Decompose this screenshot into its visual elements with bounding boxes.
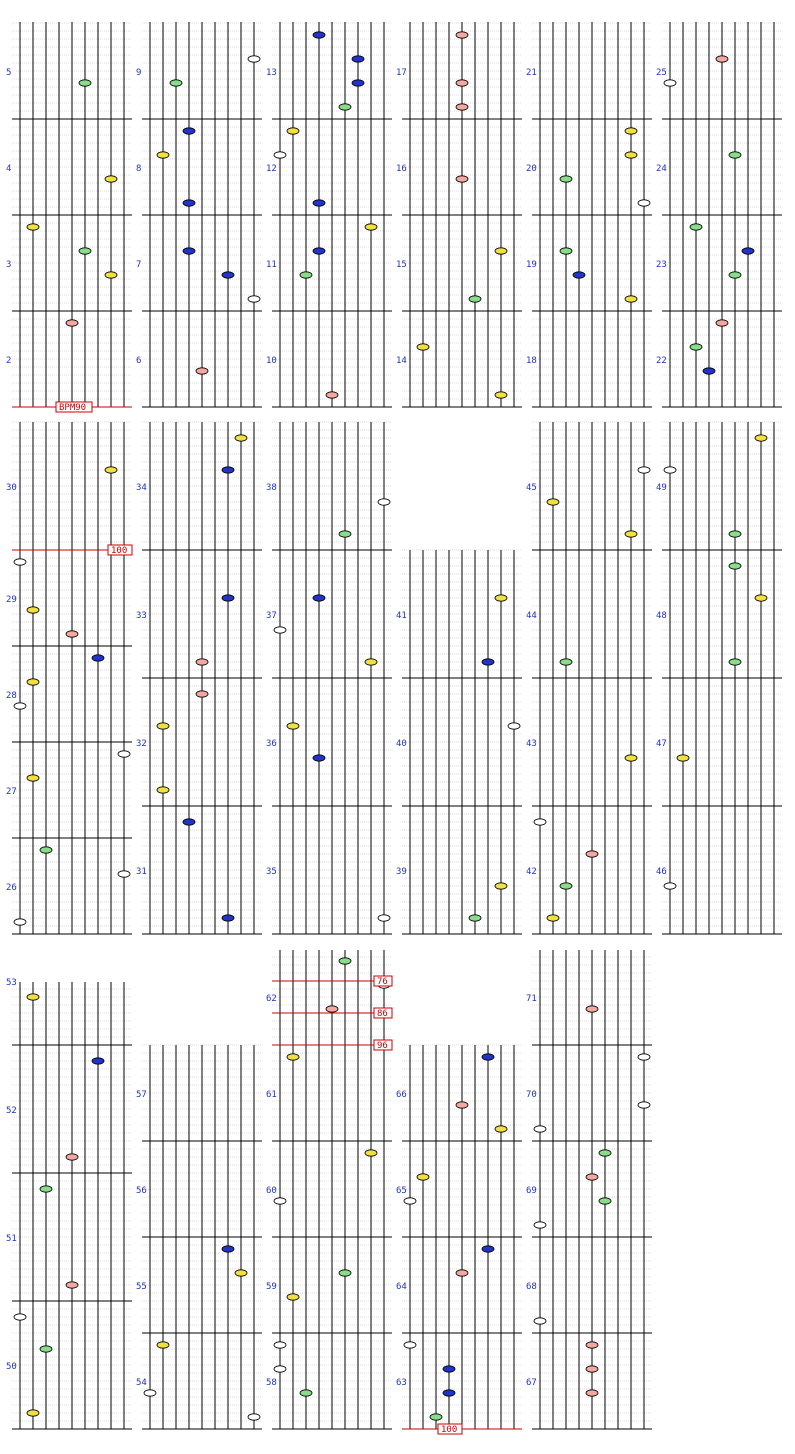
- note-green: [560, 176, 572, 182]
- measure-number: 43: [526, 739, 537, 749]
- note-white: [638, 1054, 650, 1060]
- note-yellow: [417, 1174, 429, 1180]
- measure-number: 51: [6, 1234, 17, 1244]
- bpm-label: BPM90: [59, 403, 87, 413]
- note-white: [248, 296, 260, 302]
- bpm-marker: [12, 402, 132, 413]
- note-yellow: [287, 723, 299, 729]
- note-pink: [456, 1270, 468, 1276]
- note-white: [144, 1390, 156, 1396]
- note-blue: [313, 248, 325, 254]
- measure-number: 2: [6, 356, 12, 366]
- measure-number: 54: [136, 1378, 147, 1388]
- measure-number: 6: [136, 356, 142, 366]
- measure-number: 44: [526, 611, 537, 621]
- measure-number: 25: [656, 68, 667, 78]
- note-blue: [92, 1058, 104, 1064]
- chart-column: [266, 422, 392, 934]
- note-green: [79, 248, 91, 254]
- measure-number: 63: [396, 1378, 407, 1388]
- note-yellow: [157, 152, 169, 158]
- note-white: [404, 1198, 416, 1204]
- note-white: [118, 871, 130, 877]
- note-yellow: [495, 248, 507, 254]
- note-yellow: [625, 128, 637, 134]
- measure-number: 59: [266, 1282, 277, 1292]
- chart-column: [396, 22, 522, 407]
- measure-number: 37: [266, 611, 277, 621]
- measure-number: 9: [136, 68, 142, 78]
- measure-number: 42: [526, 867, 537, 877]
- measure-number: 39: [396, 867, 407, 877]
- note-blue: [573, 272, 585, 278]
- measure-number: 41: [396, 611, 407, 621]
- note-yellow: [235, 435, 247, 441]
- measure-number: 57: [136, 1090, 147, 1100]
- note-yellow: [27, 1410, 39, 1416]
- note-yellow: [157, 723, 169, 729]
- note-pink: [586, 1006, 598, 1012]
- note-yellow: [365, 224, 377, 230]
- measure-number: 65: [396, 1186, 407, 1196]
- bpm-label: 100: [111, 546, 128, 556]
- note-blue: [92, 655, 104, 661]
- measure-number: 48: [656, 611, 667, 621]
- note-blue: [313, 32, 325, 38]
- note-blue: [222, 467, 234, 473]
- note-yellow: [105, 467, 117, 473]
- note-green: [339, 958, 351, 964]
- measure-number: 5: [6, 68, 12, 78]
- note-green: [79, 80, 91, 86]
- measure-number: 66: [396, 1090, 407, 1100]
- chart-column: [136, 1045, 262, 1429]
- measure-number: 35: [266, 867, 277, 877]
- note-white: [378, 915, 390, 921]
- note-pink: [456, 80, 468, 86]
- note-white: [118, 751, 130, 757]
- measure-number: 22: [656, 356, 667, 366]
- note-green: [300, 1390, 312, 1396]
- note-pink: [586, 1366, 598, 1372]
- measure-number: 18: [526, 356, 537, 366]
- note-yellow: [365, 659, 377, 665]
- note-blue: [183, 200, 195, 206]
- note-green: [40, 1186, 52, 1192]
- measure-number: 49: [656, 483, 667, 493]
- note-green: [729, 531, 741, 537]
- measure-number: 4: [6, 164, 12, 174]
- note-yellow: [157, 1342, 169, 1348]
- note-pink: [586, 1342, 598, 1348]
- measure-number: 70: [526, 1090, 537, 1100]
- chart-column: [656, 22, 782, 407]
- measure-number: 50: [6, 1362, 17, 1372]
- note-blue: [313, 200, 325, 206]
- note-pink: [456, 176, 468, 182]
- chart-column: [656, 422, 782, 934]
- measure-number: 14: [396, 356, 407, 366]
- note-white: [404, 1342, 416, 1348]
- note-green: [300, 272, 312, 278]
- note-white: [274, 1342, 286, 1348]
- note-green: [690, 224, 702, 230]
- chart-column: [396, 1045, 522, 1429]
- bpm-label: 76: [377, 977, 388, 987]
- note-yellow: [105, 272, 117, 278]
- note-yellow: [235, 1270, 247, 1276]
- measure-number: 7: [136, 260, 142, 270]
- note-yellow: [287, 1054, 299, 1060]
- note-yellow: [495, 595, 507, 601]
- note-green: [729, 659, 741, 665]
- note-pink: [66, 631, 78, 637]
- note-green: [599, 1198, 611, 1204]
- note-green: [430, 1414, 442, 1420]
- note-yellow: [547, 499, 559, 505]
- note-white: [534, 1126, 546, 1132]
- note-green: [560, 248, 572, 254]
- note-yellow: [495, 392, 507, 398]
- note-green: [339, 104, 351, 110]
- note-yellow: [625, 296, 637, 302]
- note-white: [14, 1314, 26, 1320]
- note-green: [339, 1270, 351, 1276]
- note-yellow: [287, 1294, 299, 1300]
- chart-column: [266, 950, 392, 1429]
- note-pink: [326, 392, 338, 398]
- bpm-label: 86: [377, 1009, 388, 1019]
- chart-column: [6, 22, 132, 407]
- note-green: [469, 296, 481, 302]
- note-pink: [196, 659, 208, 665]
- note-blue: [482, 1054, 494, 1060]
- note-yellow: [495, 1126, 507, 1132]
- note-yellow: [27, 224, 39, 230]
- note-green: [729, 563, 741, 569]
- measure-number: 19: [526, 260, 537, 270]
- note-pink: [586, 1390, 598, 1396]
- note-white: [664, 80, 676, 86]
- measure-number: 20: [526, 164, 537, 174]
- measure-number: 61: [266, 1090, 277, 1100]
- note-yellow: [105, 176, 117, 182]
- chart-column: [526, 950, 652, 1429]
- chart-column: [6, 422, 132, 934]
- note-green: [560, 883, 572, 889]
- note-green: [560, 659, 572, 665]
- note-pink: [66, 1282, 78, 1288]
- note-green: [599, 1150, 611, 1156]
- note-blue: [222, 915, 234, 921]
- note-white: [664, 467, 676, 473]
- measure-number: 24: [656, 164, 667, 174]
- measure-number: 11: [266, 260, 277, 270]
- measure-number: 34: [136, 483, 147, 493]
- note-green: [339, 531, 351, 537]
- note-white: [508, 723, 520, 729]
- note-white: [638, 467, 650, 473]
- note-green: [729, 272, 741, 278]
- note-white: [638, 1102, 650, 1108]
- note-white: [638, 200, 650, 206]
- note-white: [14, 703, 26, 709]
- measure-number: 38: [266, 483, 277, 493]
- note-yellow: [417, 344, 429, 350]
- note-white: [274, 1366, 286, 1372]
- note-pink: [66, 320, 78, 326]
- note-white: [14, 919, 26, 925]
- note-pink: [456, 1102, 468, 1108]
- chart-column: [396, 550, 522, 934]
- note-white: [248, 56, 260, 62]
- note-blue: [482, 1246, 494, 1252]
- note-blue: [313, 595, 325, 601]
- measure-number: 60: [266, 1186, 277, 1196]
- bpm-marker: [402, 1424, 522, 1435]
- note-yellow: [27, 607, 39, 613]
- measure-number: 58: [266, 1378, 277, 1388]
- note-green: [729, 152, 741, 158]
- note-yellow: [27, 775, 39, 781]
- note-green: [469, 915, 481, 921]
- measure-number: 69: [526, 1186, 537, 1196]
- measure-number: 16: [396, 164, 407, 174]
- note-blue: [183, 248, 195, 254]
- note-pink: [196, 368, 208, 374]
- measure-number: 40: [396, 739, 407, 749]
- note-white: [248, 1414, 260, 1420]
- measure-number: 55: [136, 1282, 147, 1292]
- note-pink: [716, 56, 728, 62]
- chart-column: [526, 22, 652, 407]
- note-yellow: [755, 595, 767, 601]
- note-yellow: [625, 152, 637, 158]
- measure-number: 45: [526, 483, 537, 493]
- note-blue: [443, 1390, 455, 1396]
- measure-number: 26: [6, 883, 17, 893]
- note-green: [690, 344, 702, 350]
- measure-number: 32: [136, 739, 147, 749]
- measure-number: 28: [6, 691, 17, 701]
- note-white: [274, 627, 286, 633]
- note-blue: [222, 595, 234, 601]
- note-blue: [352, 80, 364, 86]
- chart-column: [526, 422, 652, 934]
- note-blue: [313, 755, 325, 761]
- note-green: [40, 1346, 52, 1352]
- note-white: [274, 152, 286, 158]
- note-yellow: [27, 994, 39, 1000]
- note-pink: [716, 320, 728, 326]
- note-yellow: [625, 531, 637, 537]
- chart-column: [266, 22, 392, 407]
- note-blue: [482, 659, 494, 665]
- note-blue: [443, 1366, 455, 1372]
- note-blue: [703, 368, 715, 374]
- note-white: [534, 819, 546, 825]
- measure-number: 17: [396, 68, 407, 78]
- measure-number: 31: [136, 867, 147, 877]
- note-green: [170, 80, 182, 86]
- measure-number: 15: [396, 260, 407, 270]
- note-blue: [222, 272, 234, 278]
- note-pink: [586, 851, 598, 857]
- measure-number: 53: [6, 978, 17, 988]
- note-white: [534, 1318, 546, 1324]
- note-blue: [742, 248, 754, 254]
- note-blue: [183, 128, 195, 134]
- measure-number: 23: [656, 260, 667, 270]
- note-blue: [222, 1246, 234, 1252]
- measure-number: 10: [266, 356, 277, 366]
- note-yellow: [625, 755, 637, 761]
- bpm-label: 100: [441, 1425, 458, 1435]
- note-yellow: [365, 1150, 377, 1156]
- measure-number: 67: [526, 1378, 537, 1388]
- note-white: [664, 883, 676, 889]
- note-white: [14, 559, 26, 565]
- note-yellow: [755, 435, 767, 441]
- note-yellow: [677, 755, 689, 761]
- note-yellow: [27, 679, 39, 685]
- note-pink: [456, 32, 468, 38]
- measure-number: 13: [266, 68, 277, 78]
- measure-number: 62: [266, 994, 277, 1004]
- note-green: [40, 847, 52, 853]
- measure-number: 27: [6, 787, 17, 797]
- measure-number: 46: [656, 867, 667, 877]
- note-pink: [326, 1006, 338, 1012]
- measure-number: 29: [6, 595, 17, 605]
- measure-number: 33: [136, 611, 147, 621]
- note-white: [274, 1198, 286, 1204]
- measure-number: 64: [396, 1282, 407, 1292]
- measure-number: 30: [6, 483, 17, 493]
- measure-number: 8: [136, 164, 142, 174]
- chart-column: [136, 422, 262, 934]
- note-pink: [456, 104, 468, 110]
- note-yellow: [495, 883, 507, 889]
- note-pink: [66, 1154, 78, 1160]
- measure-number: 56: [136, 1186, 147, 1196]
- note-yellow: [157, 787, 169, 793]
- measure-number: 3: [6, 260, 12, 270]
- chart-column: [136, 22, 262, 407]
- note-yellow: [547, 915, 559, 921]
- note-blue: [183, 819, 195, 825]
- measure-number: 36: [266, 739, 277, 749]
- measure-number: 52: [6, 1106, 17, 1116]
- note-pink: [196, 691, 208, 697]
- note-yellow: [287, 128, 299, 134]
- measure-number: 47: [656, 739, 667, 749]
- measure-number: 68: [526, 1282, 537, 1292]
- measure-number: 71: [526, 994, 537, 1004]
- note-white: [378, 499, 390, 505]
- measure-number: 12: [266, 164, 277, 174]
- chart-column: [6, 978, 132, 1429]
- bpm-label: 96: [377, 1041, 388, 1051]
- note-blue: [352, 56, 364, 62]
- measure-number: 21: [526, 68, 537, 78]
- note-pink: [586, 1174, 598, 1180]
- note-white: [534, 1222, 546, 1228]
